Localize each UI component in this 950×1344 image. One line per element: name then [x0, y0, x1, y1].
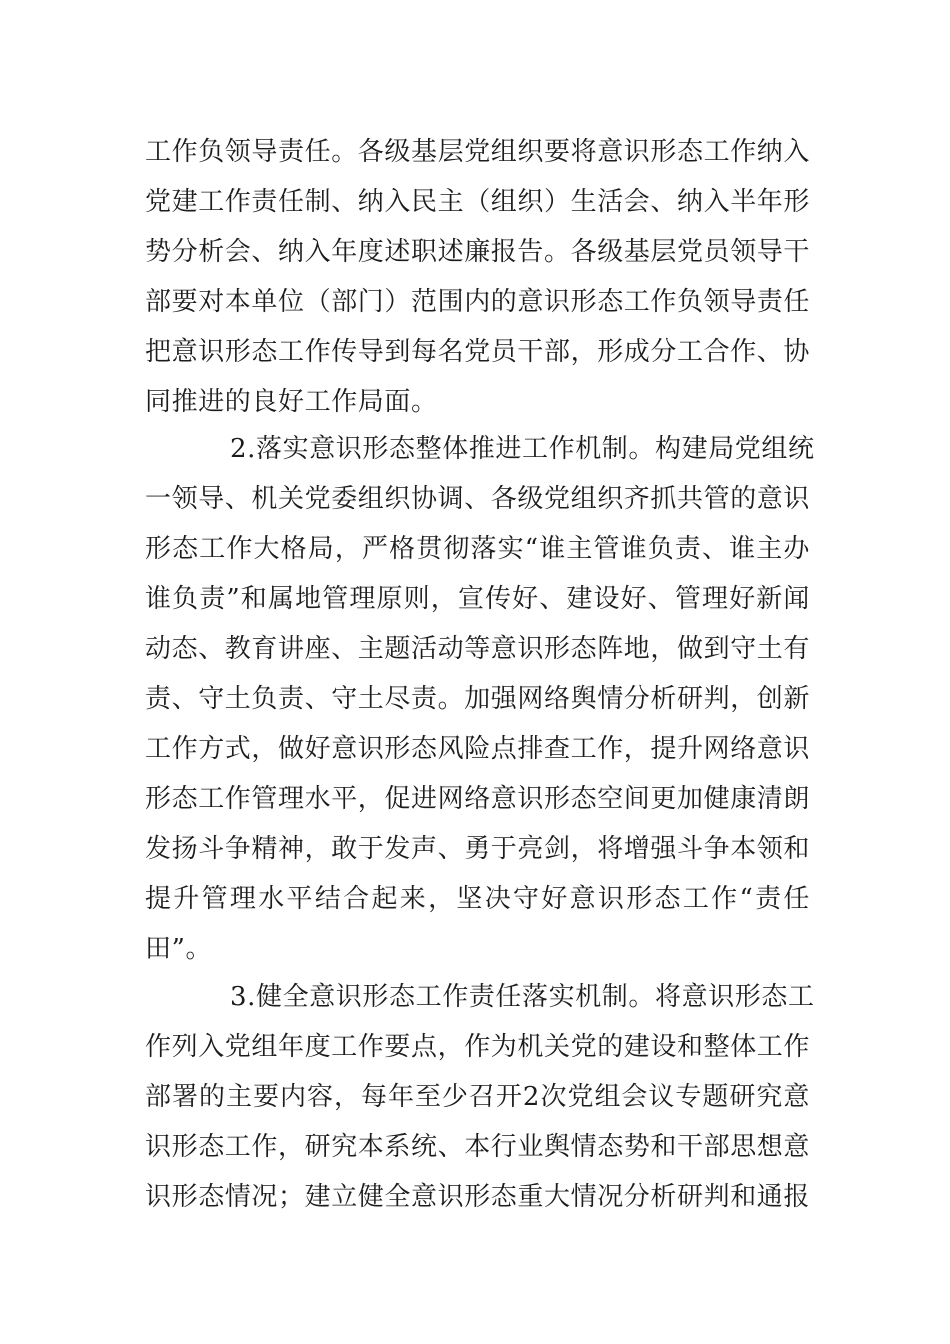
paragraph-3-line-3: 部署的主要内容，每年至少召开2次党组会议专题研究意 [145, 1082, 810, 1112]
paragraph-2-line-2: 一领导、机关党委组织协调、各级党组织齐抓共管的意识 [145, 484, 811, 514]
paragraph-2-line-1: 2.落实意识形态整体推进工作机制。构建局党组统 [230, 434, 815, 464]
paragraph-2-line-11: 田”。 [145, 934, 213, 964]
paragraph-1-line-4: 部要对本单位（部门）范围内的意识形态工作负领导责任 [145, 287, 811, 317]
paragraph-1-line-3: 势分析会、纳入年度述职述廉报告。各级基层党员领导干 [145, 237, 811, 267]
paragraph-2-line-10: 提升管理水平结合起来，坚决守好意识形态工作“责任 [145, 884, 810, 914]
paragraph-3-line-2: 作列入党组年度工作要点，作为机关党的建设和整体工作 [145, 1032, 811, 1062]
paragraph-2-line-8: 形态工作管理水平，促进网络意识形态空间更加健康清朗 [145, 784, 811, 814]
paragraph-2-line-6: 责、守土负责、守土尽责。加强网络舆情分析研判，创新 [145, 684, 811, 714]
paragraph-3-line-5: 识形态情况；建立健全意识形态重大情况分析研判和通报 [145, 1182, 811, 1212]
paragraph-1-line-1: 工作负领导责任。各级基层党组织要将意识形态工作纳入 [145, 137, 811, 167]
paragraph-3-line-1: 3.健全意识形态工作责任落实机制。将意识形态工 [230, 982, 815, 1012]
paragraph-2-line-9: 发扬斗争精神，敢于发声、勇于亮剑，将增强斗争本领和 [145, 834, 811, 864]
paragraph-2-line-5: 动态、教育讲座、主题活动等意识形态阵地，做到守土有 [145, 634, 811, 664]
paragraph-2-line-4: 谁负责”和属地管理原则，宣传好、建设好、管理好新闻 [145, 584, 810, 614]
paragraph-1-line-6: 同推进的良好工作局面。 [145, 387, 438, 417]
paragraph-1-line-2: 党建工作责任制、纳入民主（组织）生活会、纳入半年形 [145, 187, 811, 217]
paragraph-2-line-7: 工作方式，做好意识形态风险点排查工作，提升网络意识 [145, 734, 811, 764]
paragraph-1-line-5: 把意识形态工作传导到每名党员干部，形成分工合作、协 [145, 337, 811, 367]
paragraph-2-line-3: 形态工作大格局，严格贯彻落实“谁主管谁负责、谁主办 [145, 534, 810, 564]
paragraph-3-line-4: 识形态工作，研究本系统、本行业舆情态势和干部思想意 [145, 1132, 811, 1162]
